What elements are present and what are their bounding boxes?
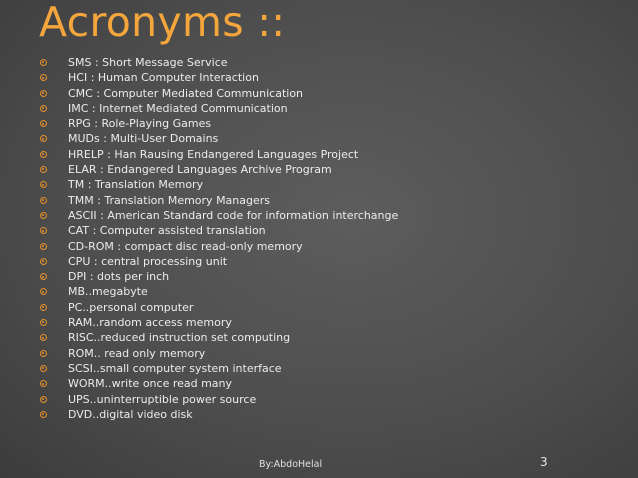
list-item-text: HRELP : Han Rausing Endangered Languages Project [68,147,359,161]
list-item [40,101,600,116]
circle-bullet-icon [40,304,47,311]
circle-bullet-icon [40,411,47,418]
circle-bullet-icon [40,151,47,158]
circle-bullet-icon [40,120,47,127]
list-item [40,239,600,254]
list-item-text: ASCII : American Standard code for information interchange [68,208,399,222]
circle-bullet-icon [40,319,47,326]
list-item [40,86,600,101]
circle-bullet-icon [40,227,47,234]
circle-bullet-icon [40,334,47,341]
circle-bullet-icon [40,365,47,372]
list-item [40,300,600,315]
circle-bullet-icon [40,135,47,142]
list-item-text: RPG : Role-Playing Games [68,117,212,131]
list-item [40,55,600,70]
list-item-text: RISC..reduced instruction set computing [68,331,291,345]
list-item [40,315,600,330]
list-item-text: PC..personal computer [68,300,194,314]
list-item-text: MB..megabyte [68,285,148,299]
list-item [40,208,600,223]
circle-bullet-icon [40,243,47,250]
list-item [40,193,600,208]
list-item [40,254,600,269]
list-item [40,223,600,238]
list-item [40,392,600,407]
list-item-text: TMM : Translation Memory Managers [68,193,271,207]
circle-bullet-icon [40,74,47,81]
list-item [40,330,600,345]
acronym-list [40,55,600,422]
slide-title: Acronyms :: [39,0,286,46]
list-item [40,407,600,422]
circle-bullet-icon [40,288,47,295]
circle-bullet-icon [40,166,47,173]
list-item-text: CD-ROM : compact disc read-only memory [68,239,303,253]
list-item [40,147,600,162]
list-item [40,177,600,192]
list-item-text: CPU : central processing unit [68,254,228,268]
circle-bullet-icon [40,212,47,219]
list-item [40,162,600,177]
circle-bullet-icon [40,105,47,112]
list-item [40,376,600,391]
list-item [40,269,600,284]
list-item-text: TM : Translation Memory [68,178,204,192]
list-item-text: MUDs : Multi-User Domains [68,132,219,146]
list-item [40,284,600,299]
list-item-text: DPI : dots per inch [68,270,170,284]
list-item-text: DVD..digital video disk [68,407,193,421]
circle-bullet-icon [40,181,47,188]
circle-bullet-icon [40,59,47,66]
list-item-text: CMC : Computer Mediated Communication [68,86,304,100]
list-item [40,346,600,361]
circle-bullet-icon [40,258,47,265]
list-item-text: SMS : Short Message Service [68,56,228,69]
list-item-text: ELAR : Endangered Languages Archive Program [68,163,332,177]
circle-bullet-icon [40,90,47,97]
list-item-text: ROM.. read only memory [68,346,206,360]
circle-bullet-icon [40,380,47,387]
circle-bullet-icon [40,197,47,204]
list-item-text: RAM..random access memory [68,316,232,330]
footer-author: By:AbdoHelal [259,459,323,470]
list-item-text: IMC : Internet Mediated Communication [68,101,288,115]
list-item [40,361,600,376]
list-item-text: CAT : Computer assisted translation [68,224,266,238]
list-item [40,116,600,131]
list-item-text: WORM..write once read many [68,377,233,391]
page-number: 3 [540,455,548,469]
circle-bullet-icon [40,350,47,357]
circle-bullet-icon [40,396,47,403]
circle-bullet-icon [40,273,47,280]
list-item-text: SCSI..small computer system interface [68,361,282,375]
list-item [40,70,600,85]
list-item [40,131,600,146]
list-item-text: UPS..uninterruptible power source [68,392,257,406]
list-item-text: HCI : Human Computer Interaction [68,71,259,85]
